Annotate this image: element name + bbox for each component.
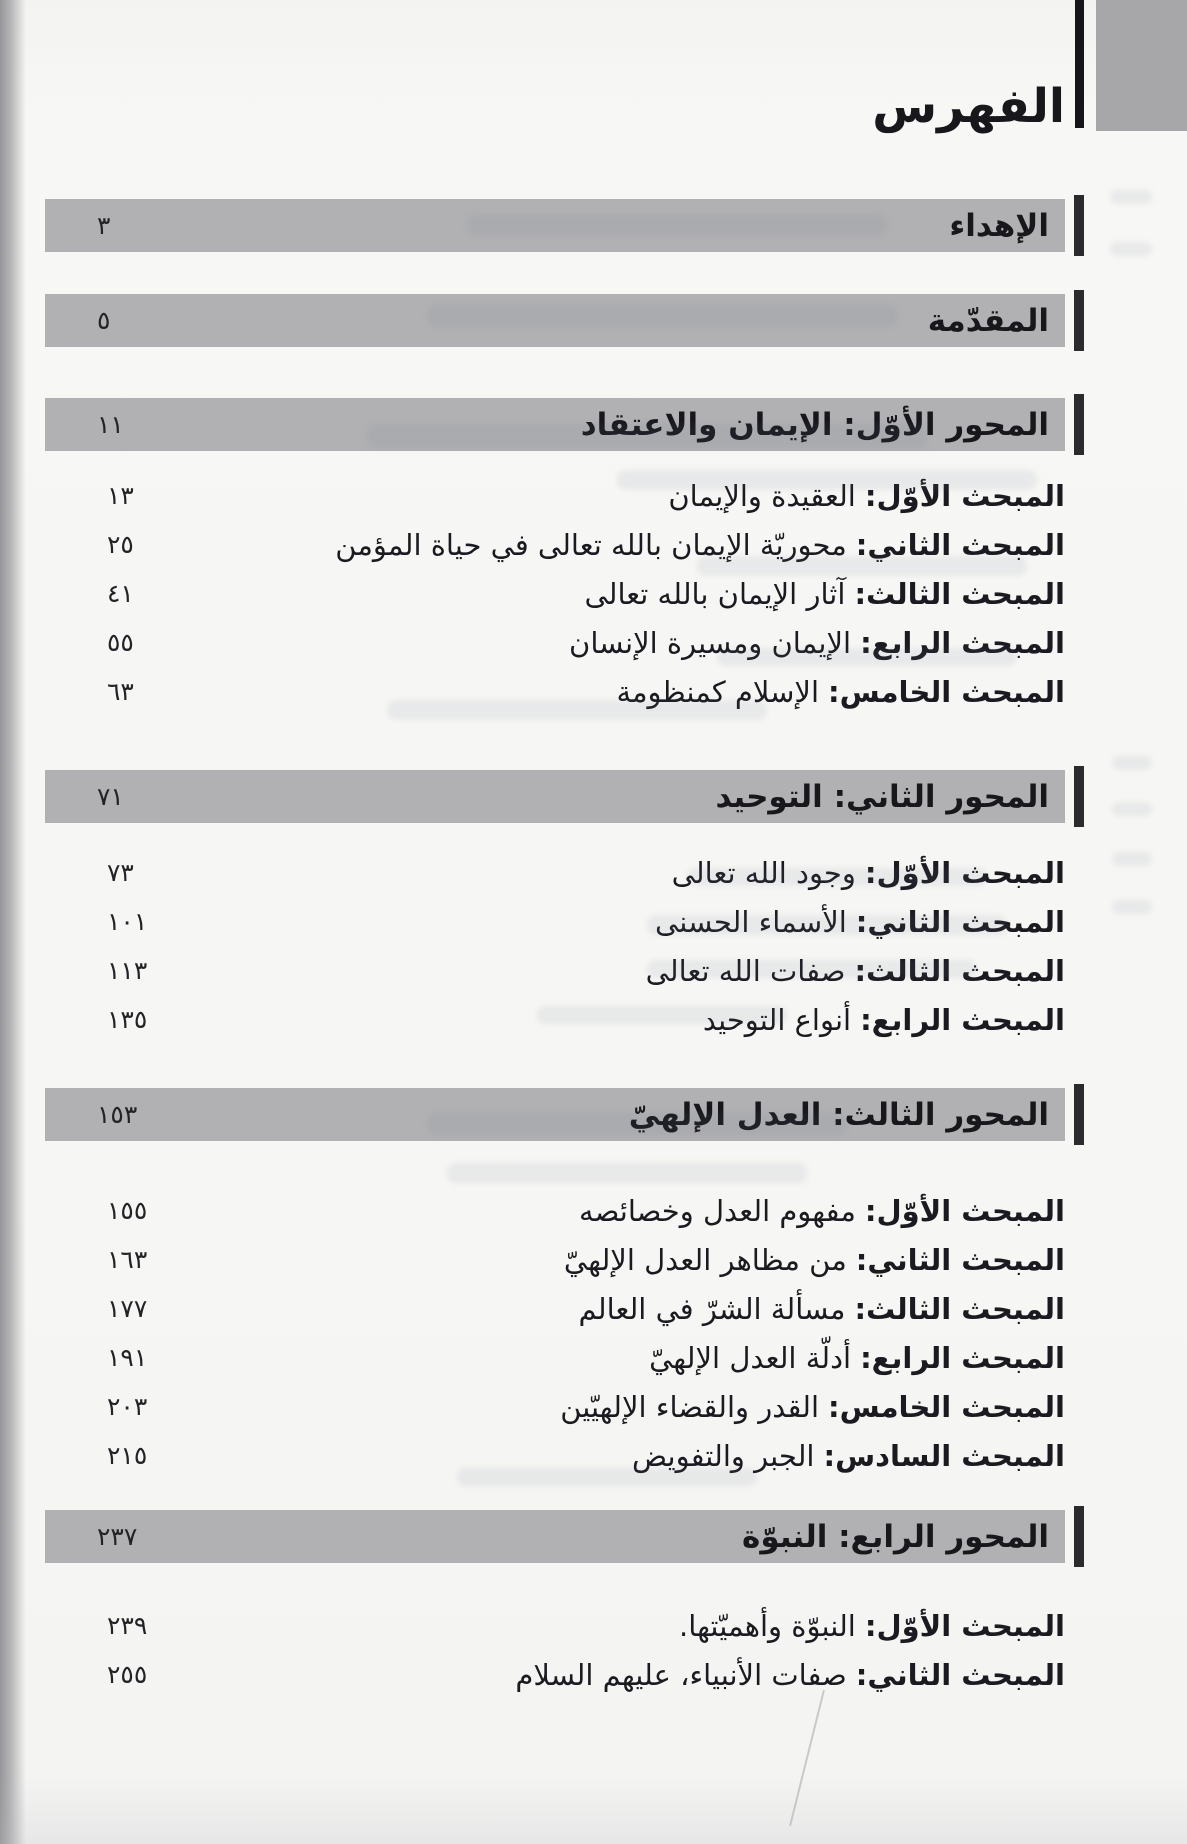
section-header-label: المحور الأوّل: الإيمان والاعتقاد bbox=[580, 406, 1049, 443]
book-gutter-shadow bbox=[0, 0, 26, 1844]
entry-title: القدر والقضاء الإلهيّين bbox=[560, 1389, 820, 1424]
entry-page-number: ٥٥ bbox=[107, 628, 134, 657]
entry-label: المبحث الثالث: bbox=[854, 576, 1065, 611]
toc-entry-row bbox=[45, 1601, 1065, 1650]
entry-page-number: ١٦٣ bbox=[107, 1245, 148, 1274]
entry-text bbox=[668, 479, 1065, 513]
entry-page-number: ٢٠٣ bbox=[107, 1392, 148, 1421]
entry-page-number: ٢٣٩ bbox=[107, 1611, 148, 1640]
entry-page-number: ١٣ bbox=[107, 481, 134, 510]
entry-title: النبوّة وأهميّتها. bbox=[679, 1608, 856, 1643]
entry-page-number: ١٥٥ bbox=[107, 1196, 148, 1225]
entry-page-number: ١٩١ bbox=[107, 1343, 148, 1372]
section-header-page-number: ٥ bbox=[97, 306, 111, 335]
entry-label: المبحث الرابع: bbox=[860, 625, 1065, 660]
entry-text bbox=[646, 954, 1065, 988]
entry-title: صفات الله تعالى bbox=[645, 953, 846, 988]
entry-title: أدلّة العدل الإلهيّ bbox=[649, 1340, 852, 1375]
entry-label: المبحث الأوّل: bbox=[864, 478, 1065, 513]
entry-page-number: ٢٥٥ bbox=[107, 1660, 148, 1689]
entry-title: محوريّة الإيمان بالله تعالى في حياة المؤمن bbox=[335, 527, 847, 562]
entry-text bbox=[703, 1003, 1065, 1037]
entry-page-number: ١٣٥ bbox=[107, 1005, 148, 1034]
section-header-page-number: ١٥٣ bbox=[97, 1100, 138, 1129]
entry-text bbox=[569, 626, 1065, 660]
section-header-label: المحور الرابع: النبوّة bbox=[742, 1518, 1049, 1555]
section-entries bbox=[45, 1601, 1065, 1699]
section-header-bar bbox=[45, 294, 1065, 347]
entry-page-number: ١٠١ bbox=[107, 907, 148, 936]
section-accent-bar bbox=[1074, 1084, 1084, 1145]
entry-text bbox=[584, 577, 1065, 611]
section-accent-bar bbox=[1074, 394, 1084, 455]
section-header-page-number: ١١ bbox=[97, 410, 124, 439]
entry-text bbox=[515, 1658, 1065, 1692]
bleed-through-artifact bbox=[1112, 802, 1152, 816]
entry-text bbox=[560, 1390, 1065, 1424]
page-crease-line bbox=[789, 1690, 825, 1826]
entry-title: وجود الله تعالى bbox=[671, 855, 856, 890]
entry-text bbox=[679, 1609, 1065, 1643]
bleed-through-artifact bbox=[1110, 242, 1152, 256]
entry-label: المبحث الأوّل: bbox=[864, 1193, 1065, 1228]
entry-label: المبحث الثاني: bbox=[855, 1657, 1065, 1692]
entry-text bbox=[672, 856, 1065, 890]
entry-label: المبحث الثالث: bbox=[854, 953, 1065, 988]
toc-entry-row bbox=[45, 1650, 1065, 1699]
entry-text bbox=[632, 1439, 1065, 1473]
entry-title: صفات الأنبياء، عليهم السلام bbox=[515, 1657, 847, 1692]
toc-entry-row bbox=[45, 897, 1065, 946]
section-header-label: الإهداء bbox=[949, 207, 1049, 244]
section-accent-bar bbox=[1074, 1506, 1084, 1567]
section-header-bar bbox=[45, 398, 1065, 451]
entry-title: أنواع التوحيد bbox=[702, 1002, 852, 1037]
title-accent-bar bbox=[1075, 0, 1084, 128]
toc-entry-row bbox=[45, 471, 1065, 520]
section-header-page-number: ٧١ bbox=[97, 782, 124, 811]
entry-text bbox=[335, 528, 1065, 562]
entry-text bbox=[655, 905, 1065, 939]
section-accent-bar bbox=[1074, 195, 1084, 256]
entry-text bbox=[616, 675, 1065, 709]
toc-entry-row bbox=[45, 1235, 1065, 1284]
toc-entry-row bbox=[45, 1284, 1065, 1333]
entry-label: المبحث الثاني: bbox=[855, 527, 1065, 562]
bleed-through-artifact bbox=[1112, 756, 1152, 770]
section-header-bar bbox=[45, 770, 1065, 823]
entry-title: آثار الإيمان بالله تعالى bbox=[584, 576, 846, 611]
entry-title: الجبر والتفويض bbox=[631, 1438, 815, 1473]
entry-text bbox=[579, 1292, 1066, 1326]
section-header-bar bbox=[45, 1088, 1065, 1141]
section-entries bbox=[45, 848, 1065, 1044]
entry-title: الإيمان ومسيرة الإنسان bbox=[569, 625, 852, 660]
section-header-page-number: ٣ bbox=[97, 211, 111, 240]
entry-title: مسألة الشرّ في العالم bbox=[578, 1291, 846, 1326]
toc-entry-row bbox=[45, 1186, 1065, 1235]
section-accent-bar bbox=[1074, 766, 1084, 827]
toc-entry-row bbox=[45, 1382, 1065, 1431]
bleed-through-artifact bbox=[1110, 190, 1152, 204]
toc-entry-row bbox=[45, 848, 1065, 897]
entry-page-number: ٢٥ bbox=[107, 530, 134, 559]
page-title: الفهرس bbox=[872, 79, 1065, 135]
toc-entry-row bbox=[45, 569, 1065, 618]
entry-text bbox=[579, 1194, 1065, 1228]
entry-title: العقيدة والإيمان bbox=[668, 478, 856, 513]
toc-entry-row bbox=[45, 946, 1065, 995]
entry-text bbox=[649, 1341, 1065, 1375]
toc-entry-row bbox=[45, 1333, 1065, 1382]
toc-entry-row bbox=[45, 995, 1065, 1044]
entry-label: المبحث الثاني: bbox=[855, 904, 1065, 939]
toc-content bbox=[45, 0, 1065, 1699]
entry-page-number: ٢١٥ bbox=[107, 1441, 148, 1470]
toc-entry-row bbox=[45, 618, 1065, 667]
entry-page-number: ١١٣ bbox=[107, 956, 148, 985]
toc-entry-row bbox=[45, 1431, 1065, 1480]
entry-page-number: ١٧٧ bbox=[107, 1294, 148, 1323]
section-entries bbox=[45, 1186, 1065, 1480]
entry-page-number: ٦٣ bbox=[107, 677, 134, 706]
entry-label: المبحث الثاني: bbox=[855, 1242, 1065, 1277]
section-header-label: المقدّمة bbox=[927, 302, 1049, 339]
corner-gray-block bbox=[1096, 0, 1187, 131]
section-header-page-number: ٢٣٧ bbox=[97, 1522, 138, 1551]
entry-text bbox=[564, 1243, 1065, 1277]
entry-title: الأسماء الحسنى bbox=[655, 904, 847, 939]
toc-entry-row bbox=[45, 520, 1065, 569]
section-header-label: المحور الثاني: التوحيد bbox=[715, 778, 1049, 815]
section-header-label: المحور الثالث: العدل الإلهيّ bbox=[628, 1096, 1049, 1133]
toc-entry-row bbox=[45, 667, 1065, 716]
section-header-bar bbox=[45, 199, 1065, 252]
entry-label: المبحث الأوّل: bbox=[864, 855, 1065, 890]
entry-title: مفهوم العدل وخصائصه bbox=[579, 1193, 856, 1228]
entry-page-number: ٤١ bbox=[107, 579, 134, 608]
section-entries bbox=[45, 471, 1065, 716]
entry-label: المبحث الأوّل: bbox=[864, 1608, 1065, 1643]
entry-title: الإسلام كمنظومة bbox=[616, 674, 820, 709]
entry-page-number: ٧٣ bbox=[107, 858, 134, 887]
entry-label: المبحث الخامس: bbox=[828, 674, 1065, 709]
entry-label: المبحث الرابع: bbox=[860, 1002, 1065, 1037]
section-accent-bar bbox=[1074, 290, 1084, 351]
entry-label: المبحث الثالث: bbox=[854, 1291, 1065, 1326]
section-header-bar bbox=[45, 1510, 1065, 1563]
bleed-through-artifact bbox=[1112, 852, 1152, 866]
bleed-through-artifact bbox=[1112, 900, 1152, 914]
entry-label: المبحث السادس: bbox=[823, 1438, 1065, 1473]
entry-label: المبحث الخامس: bbox=[828, 1389, 1065, 1424]
entry-title: من مظاهر العدل الإلهيّ bbox=[563, 1242, 847, 1277]
entry-label: المبحث الرابع: bbox=[860, 1340, 1065, 1375]
